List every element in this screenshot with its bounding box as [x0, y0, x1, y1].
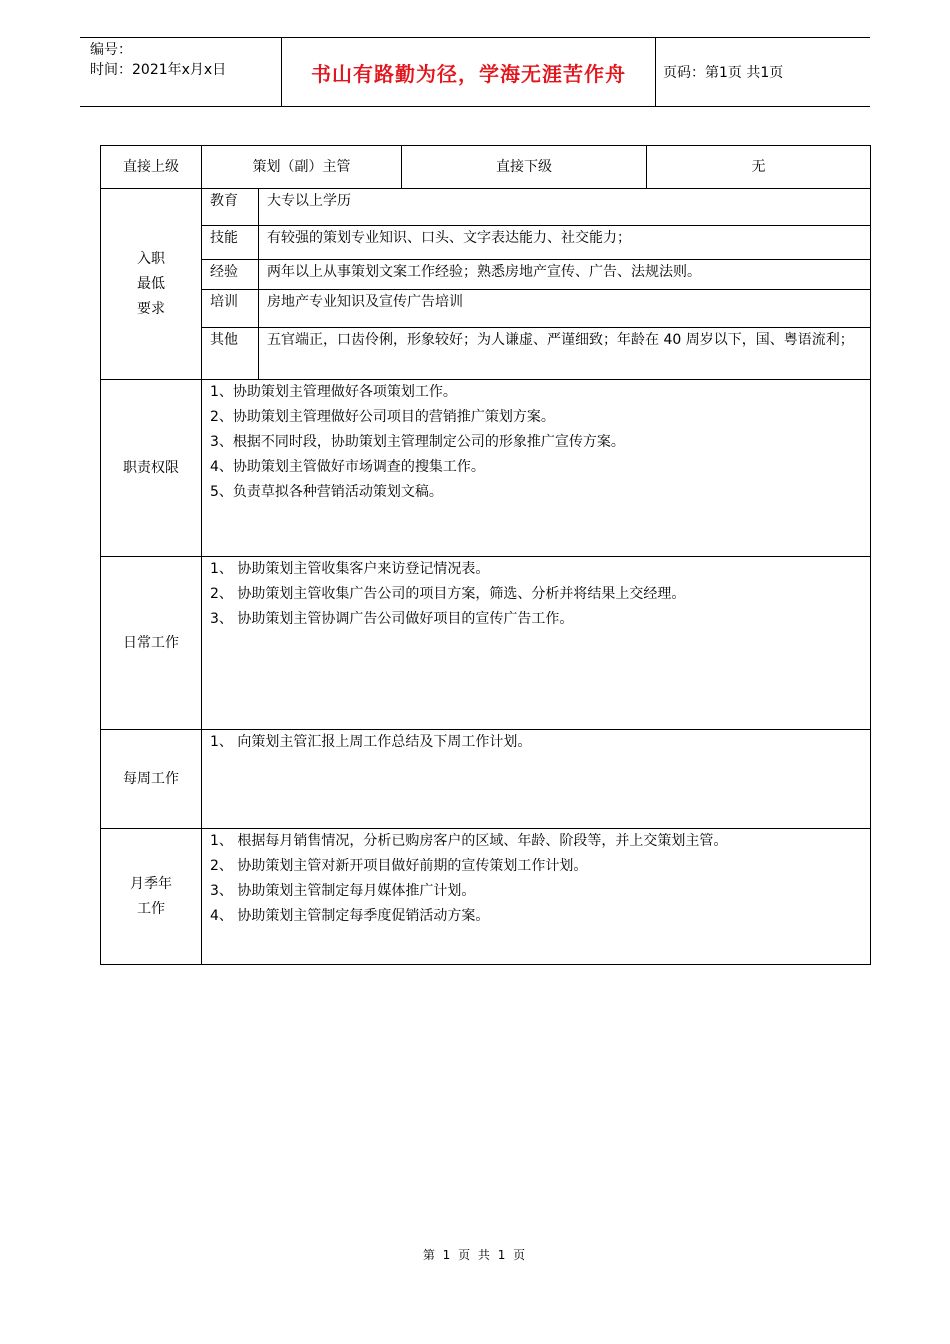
header-divider	[655, 38, 656, 106]
superior-label: 直接上级	[101, 146, 202, 189]
superior-value: 策划（副）主管	[202, 146, 402, 189]
list-item: 4、 协助策划主管制定每季度促销活动方案。	[210, 908, 490, 924]
duties-label: 职责权限	[101, 380, 202, 557]
page-indicator: 页码：第1页 共1页	[663, 65, 784, 81]
req-label: 培训	[202, 290, 259, 328]
list-item: 2、协助策划主管理做好公司项目的营销推广策划方案。	[210, 409, 555, 425]
table-row	[101, 730, 871, 829]
req-value: 有较强的策划专业知识、口头、文字表达能力、社交能力；	[259, 226, 871, 260]
req-label: 技能	[202, 226, 259, 260]
list-item: 3、 协助策划主管制定每月媒体推广计划。	[210, 883, 476, 899]
req-value: 大专以上学历	[259, 189, 871, 226]
number-label: 编号：	[90, 42, 132, 58]
req-value: 五官端正，口齿伶俐，形象较好；为人谦虚、严谨细致；年龄在 40 周岁以下，国、粤语流利；	[259, 328, 871, 380]
list-item: 2、 协助策划主管对新开项目做好前期的宣传策划工作计划。	[210, 858, 588, 874]
daily-list	[202, 557, 871, 730]
weekly-label: 每周工作	[101, 730, 202, 829]
weekly-list	[202, 730, 871, 829]
subordinate-label: 直接下级	[402, 146, 647, 189]
list-item: 1、 协助策划主管收集客户来访登记情况表。	[210, 561, 490, 577]
job-description-table	[100, 145, 871, 965]
req-label: 教育	[202, 189, 259, 226]
list-item: 3、 协助策划主管协调广告公司做好项目的宣传广告工作。	[210, 611, 574, 627]
page-footer: 第 1 页 共 1 页	[422, 1248, 528, 1262]
table-row	[101, 260, 871, 290]
header-meta	[90, 40, 226, 80]
table-row	[101, 328, 871, 380]
req-value: 房地产专业知识及宣传广告培训	[259, 290, 871, 328]
list-item: 4、协助策划主管做好市场调查的搜集工作。	[210, 459, 485, 475]
date-label: 时间：2021年x月x日	[90, 62, 227, 78]
header-motto: 书山有路勤为径，学海无涯苦作舟	[311, 61, 626, 86]
table-row	[101, 290, 871, 328]
page-header	[80, 37, 870, 107]
list-item: 1、 向策划主管汇报上周工作总结及下周工作计划。	[210, 734, 532, 750]
table-row	[101, 380, 871, 557]
list-item: 3、根据不同时段，协助策划主管理制定公司的形象推广宣传方案。	[210, 434, 625, 450]
req-value: 两年以上从事策划文案工作经验；熟悉房地产宣传、广告、法规法则。	[259, 260, 871, 290]
table-row	[101, 189, 871, 226]
list-item: 2、 协助策划主管收集广告公司的项目方案，筛选、分析并将结果上交经理。	[210, 586, 686, 602]
duties-list	[202, 380, 871, 557]
table-row	[101, 557, 871, 730]
table-row	[101, 226, 871, 260]
monthly-list	[202, 829, 871, 965]
table-row	[101, 146, 871, 189]
table-row	[101, 829, 871, 965]
monthly-label: 月季年 工作	[101, 829, 202, 965]
req-label: 其他	[202, 328, 259, 380]
list-item: 5、负责草拟各种营销活动策划文稿。	[210, 484, 443, 500]
subordinate-value: 无	[647, 146, 871, 189]
daily-label: 日常工作	[101, 557, 202, 730]
list-item: 1、 根据每月销售情况，分析已购房客户的区域、年龄、阶段等，并上交策划主管。	[210, 833, 728, 849]
entry-requirements-label: 入职 最低 要求	[101, 189, 202, 380]
req-label: 经验	[202, 260, 259, 290]
list-item: 1、协助策划主管理做好各项策划工作。	[210, 384, 457, 400]
